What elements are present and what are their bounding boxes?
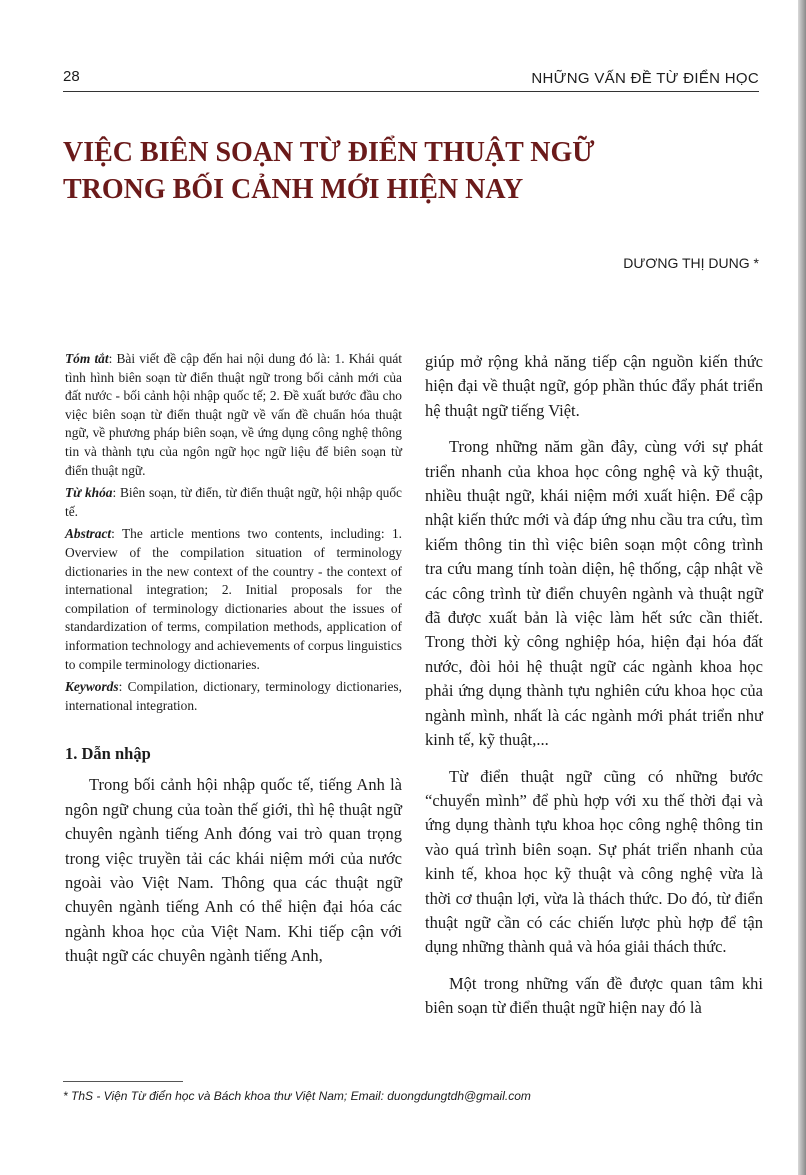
keywords-vi-label: Từ khóa	[65, 485, 113, 501]
summary-vi	[65, 350, 402, 480]
page-number: 28	[63, 68, 80, 85]
summary-text: : Bài viết đề cập đến hai nội dung đó là: 1. Khái quát tình hình biên soạn từ điển thuật ngữ trong bối cảnh mới của đất nước - bối cảnh hội nhập quốc tế; 2. Đề xuất bước đầu cho việc biên soạn từ điển thuật ngữ về vấn đề chuẩn hóa thuật ngữ, về phương pháp biên soạn, về ứng dụng công nghệ thông tin và thành tựu của ngôn ngữ học ngữ liệu để biên soạn từ điển thuật ngữ.	[65, 351, 402, 478]
footnote-rule	[63, 1081, 183, 1082]
abstract-en	[65, 525, 402, 674]
title-line-2: TRONG BỐI CẢNH MỚI HIỆN NAY	[63, 174, 524, 205]
abstract-en-text: : The article mentions two contents, including: 1. Overview of the compilation situation of terminology dictionaries in the new context of the country - the context of international integration; 2. Initial proposals for the compilation of terminology dictionaries about the issues of standardization of terms, compilation methods, application of information technology and achievements of corpus linguistics to compile terminology dictionaries.	[65, 526, 402, 672]
body-paragraph: Trong bối cảnh hội nhập quốc tế, tiếng Anh là ngôn ngữ chung của toàn thế giới, thì hệ thuật ngữ chuyên ngành tiếng Anh đóng vai trò quan trọng trong việc truyền tải các khái niệm mới của nước ngoài vào Việt Nam. Thông qua các thuật ngữ chuyên ngành tiếng Anh có thể hiện đại hóa các ngành khoa học của Việt Nam. Khi tiếp cận với thuật ngữ các chuyên ngành tiếng Anh,	[65, 775, 402, 966]
article-title	[63, 134, 723, 208]
abstract-en-label: Abstract	[65, 526, 112, 542]
right-column	[425, 350, 763, 1033]
running-title: NHỮNG VẤN ĐỀ TỪ ĐIỂN HỌC	[531, 70, 759, 87]
page-header	[63, 64, 759, 90]
section-heading: 1. Dẫn nhập	[65, 744, 151, 764]
page-edge-shadow	[798, 0, 806, 1175]
keywords-en-text: : Compilation, dictionary, terminology dictionaries, international integration.	[65, 679, 402, 713]
body-paragraph: Từ điển thuật ngữ cũng có những bước “chuyển mình” để phù hợp với xu thế thời đại và ứng dụng thành tựu khoa học công nghệ thông tin vào quá trình biên soạn. Sự phát triển nhanh của kinh tế, khoa học kỹ thuật và công nghệ vừa là thời cơ thuận lợi, vừa là thách thức. Do đó, từ điển thuật ngữ cần có các chiến lược phù hợp để tận dụng những thành quả và hóa giải thách thức.	[425, 766, 763, 957]
keywords-en-label: Keywords	[65, 679, 119, 695]
summary-label: Tóm tắt	[65, 351, 109, 366]
body-paragraph: Trong những năm gần đây, cùng với sự phát triển nhanh của khoa học công nghệ và kỹ thuật, nhiều thuật ngữ, khái niệm mới xuất hiện. Để cập nhật kiến thức mới và đáp ứng nhu cầu tra cứu, tìm kiếm thông tin thì việc biên soạn một công trình tra cứu mang tính toàn diện, hệ thống, cập nhật về các công trình từ điển chuyên ngành và thuật ngữ đã được xuất bản là việc làm hết sức cần thiết. Trong thời kỳ công nghiệp hóa, hiện đại hóa đất nước, đòi hỏi hệ thuật ngữ các ngành khoa học phải ứng dụng thành tựu nghiên cứu khoa học của ngành mình, nhất là các ngành mới phát triển như kinh tế, kỹ thuật,...	[425, 437, 763, 750]
title-line-1: VIỆC BIÊN SOẠN TỪ ĐIỂN THUẬT NGỮ	[63, 137, 595, 168]
author-name: DƯƠNG THỊ DUNG *	[623, 255, 759, 271]
keywords-vi	[65, 484, 402, 521]
keywords-en	[65, 678, 402, 715]
header-rule	[63, 91, 759, 92]
keywords-vi-text: : Biên soạn, từ điển, từ điển thuật ngữ, hội nhập quốc tế.	[65, 485, 402, 519]
left-column	[65, 350, 402, 981]
author-footnote: * ThS - Viện Từ điển học và Bách khoa thư Việt Nam; Email: duongdungtdh@gmail.com	[63, 1089, 531, 1103]
body-paragraph-continued: giúp mở rộng khả năng tiếp cận nguồn kiến thức hiện đại về thuật ngữ, góp phần thúc đẩy phát triển hệ thuật ngữ tiếng Việt.	[425, 352, 763, 420]
body-paragraph: Một trong những vấn đề được quan tâm khi biên soạn từ điển thuật ngữ hiện nay đó là	[425, 973, 763, 1018]
